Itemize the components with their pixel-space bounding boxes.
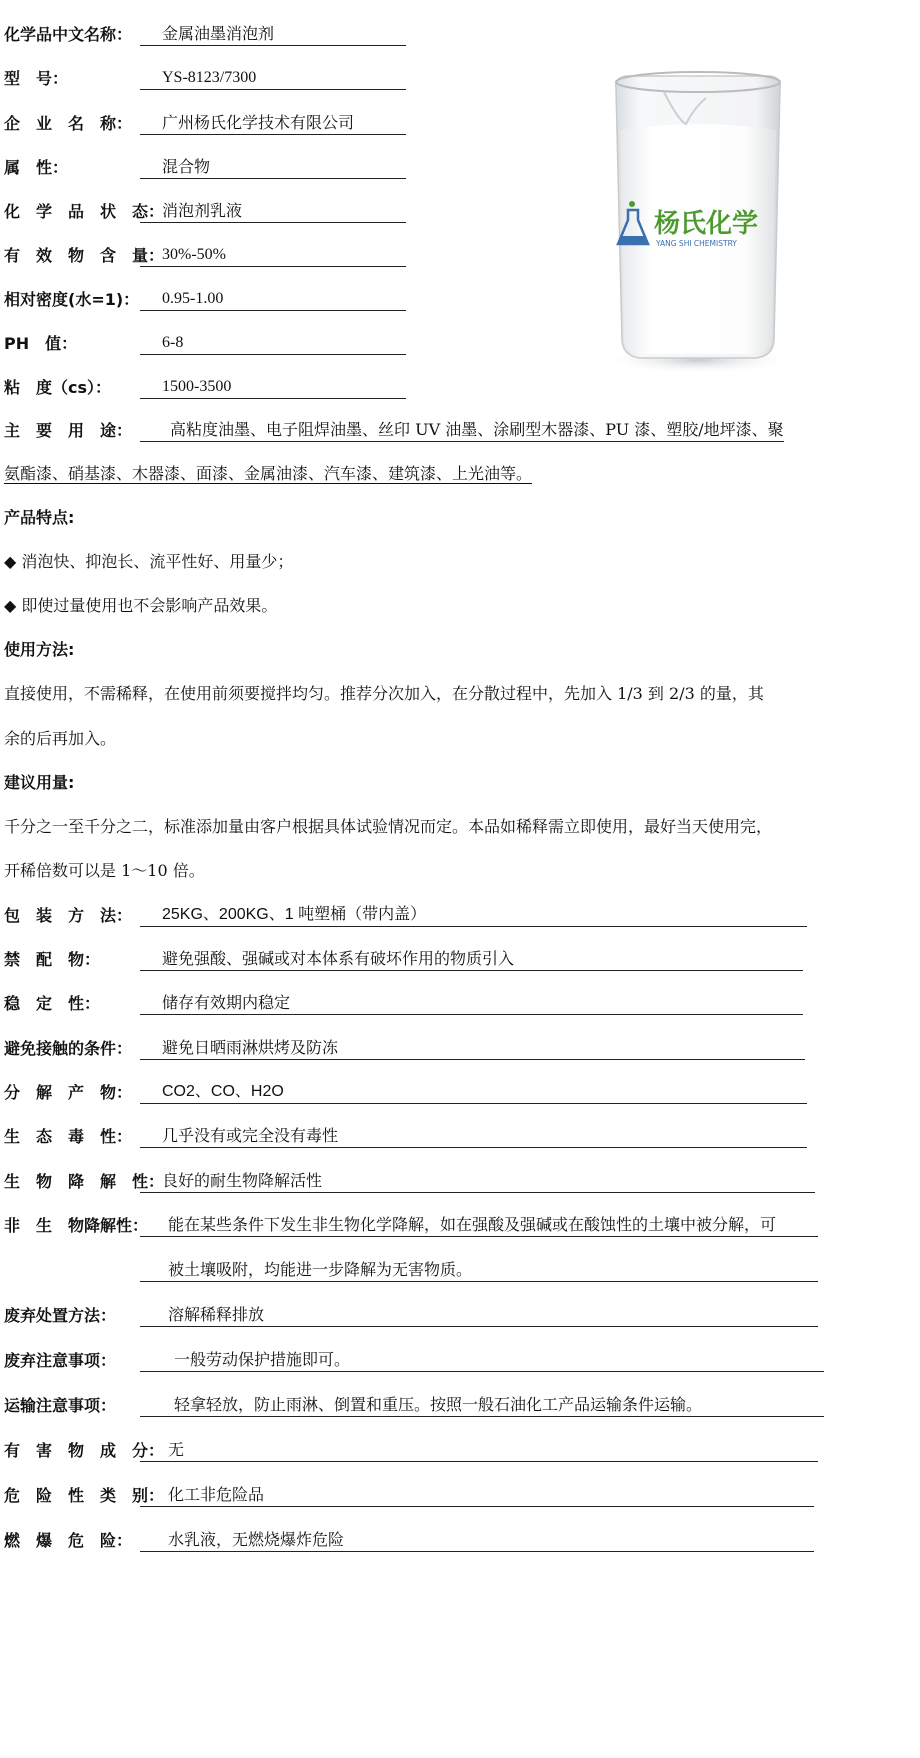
safety-disposal <box>4 1297 818 1327</box>
safety-stability <box>4 985 803 1015</box>
spec-value: 0.95-1.00 <box>140 288 406 311</box>
safety-value: 能在某些条件下发生非生物化学降解，如在强酸及强碱或在酸蚀性的土壤中被分解，可 <box>140 1214 818 1237</box>
safety-value: 避免日晒雨淋烘烤及防冻 <box>140 1037 805 1060</box>
safety-label: 分 解 产 物： <box>4 1083 133 1102</box>
logo-subtitle: YANG SHI CHEMISTRY <box>656 239 737 248</box>
safety-label: 非 生 物降解性： <box>4 1216 149 1235</box>
feature-item: ◆ 即使过量使用也不会影响产品效果。 <box>4 596 278 615</box>
spec-value: 消泡剂乳液 <box>140 200 406 223</box>
spec-label: PH 值： <box>4 334 78 353</box>
safety-label: 包 装 方 法： <box>4 906 133 925</box>
feature-item: ◆ 消泡快、抑泡长、流平性好、用量少； <box>4 552 294 571</box>
safety-value: CO2、CO、H2O <box>140 1081 807 1104</box>
method-line2: 余的后再加入。 <box>4 729 117 748</box>
safety-value: 溶解稀释排放 <box>140 1304 818 1327</box>
product-beaker-image <box>598 60 798 380</box>
spec-label: 化 学 品 状 态： <box>4 202 165 221</box>
safety-label: 稳 定 性： <box>4 994 101 1013</box>
method-heading: 使用方法: <box>4 640 75 659</box>
spec-value: YS-8123/7300 <box>140 67 406 90</box>
spec-label: 相对密度(水=1)： <box>4 290 140 309</box>
safety-incompatible <box>4 941 803 971</box>
safety-value: 水乳液，无燃烧爆炸危险 <box>140 1529 814 1552</box>
usage-label: 主 要 用 途： <box>4 421 133 440</box>
safety-label: 生 态 毒 性： <box>4 1127 133 1146</box>
usage-line2: 氨酯漆、硝基漆、木器漆、面漆、金属油漆、汽车漆、建筑漆、上光油等。 <box>4 464 533 483</box>
safety-label: 生 物 降 解 性： <box>4 1172 165 1191</box>
features-heading: 产品特点: <box>4 508 75 527</box>
spec-value: 混合物 <box>140 156 406 179</box>
spec-name <box>4 16 406 46</box>
spec-ph <box>4 325 406 355</box>
safety-ecotox <box>4 1118 807 1148</box>
spec-value: 广州杨氏化学技术有限公司 <box>140 112 406 135</box>
usage-line2-wrap <box>4 463 904 485</box>
spec-property <box>4 149 406 179</box>
safety-label: 燃 爆 危 险： <box>4 1531 133 1550</box>
safety-packaging <box>4 897 807 927</box>
safety-value: 一般劳动保护措施即可。 <box>140 1349 824 1372</box>
safety-label: 禁 配 物： <box>4 950 101 969</box>
safety-value: 化工非危险品 <box>140 1484 814 1507</box>
logo-name: 杨氏化学 <box>654 209 759 239</box>
safety-value: 良好的耐生物降解活性 <box>140 1170 815 1193</box>
safety-label: 废弃注意事项： <box>4 1351 117 1370</box>
spec-state <box>4 193 406 223</box>
safety-biodegradation <box>4 1163 815 1193</box>
safety-value: 无 <box>140 1439 818 1462</box>
safety-value: 25KG、200KG、1 吨塑桶（带内盖） <box>140 904 807 927</box>
spec-label: 企 业 名 称： <box>4 114 133 133</box>
spec-label: 有 效 物 含 量： <box>4 246 165 265</box>
safety-value: 避免强酸、强碱或对本体系有破坏作用的物质引入 <box>140 948 803 971</box>
spec-label: 粘 度（cs）： <box>4 378 112 397</box>
safety-value: 几乎没有或完全没有毒性 <box>140 1125 807 1148</box>
dosage-line2: 开稀倍数可以是 1～10 倍。 <box>4 861 205 880</box>
spec-value: 金属油墨消泡剂 <box>140 23 406 46</box>
safety-explosion <box>4 1522 814 1552</box>
safety-nonbio <box>4 1207 818 1237</box>
dosage-heading: 建议用量: <box>4 773 75 792</box>
spec-value: 1500-3500 <box>140 376 406 399</box>
dosage-line1: 千分之一至千分之二，标准添加量由客户根据具体试验情况而定。本品如稀释需立即使用，最好当天使用完， <box>4 817 773 836</box>
safety-value: 储存有效期内稳定 <box>140 992 803 1015</box>
spec-company <box>4 105 406 135</box>
spec-model <box>4 60 406 90</box>
safety-transport <box>4 1387 824 1417</box>
safety-disposal-notes <box>4 1342 824 1372</box>
safety-label: 运输注意事项： <box>4 1396 117 1415</box>
usage-line1: 高粘度油墨、电子阻焊油墨、丝印 UV 油墨、涂刷型木器漆、PU 漆、塑胶/地坪漆、聚 <box>140 419 784 442</box>
safety-label: 避免接触的条件： <box>4 1039 133 1058</box>
spec-density <box>4 281 406 311</box>
spec-label: 属 性： <box>4 158 69 177</box>
safety-label: 危 险 性 类 别： <box>4 1486 165 1505</box>
safety-decomposition <box>4 1074 807 1104</box>
safety-value-cont: 被土壤吸附，均能进一步降解为无害物质。 <box>140 1259 818 1282</box>
usage-row <box>4 412 914 442</box>
safety-value: 轻拿轻放，防止雨淋、倒置和重压。按照一般石油化工产品运输条件运输。 <box>140 1394 824 1417</box>
spec-label: 化学品中文名称： <box>4 25 133 44</box>
spec-viscosity <box>4 369 406 399</box>
safety-nonbio-cont <box>4 1252 818 1282</box>
spec-label: 型 号： <box>4 69 69 88</box>
safety-hazard-class <box>4 1477 814 1507</box>
spec-content <box>4 237 406 267</box>
safety-hazardous <box>4 1432 818 1462</box>
safety-label: 有 害 物 成 分： <box>4 1441 165 1460</box>
safety-label: 废弃处置方法： <box>4 1306 117 1325</box>
safety-avoid <box>4 1030 805 1060</box>
method-line1: 直接使用，不需稀释，在使用前须要搅拌均匀。推荐分次加入，在分散过程中，先加入 1/3 到 2/3 的量，其 <box>4 684 764 703</box>
spec-value: 6-8 <box>140 332 406 355</box>
spec-value: 30%-50% <box>140 244 406 267</box>
